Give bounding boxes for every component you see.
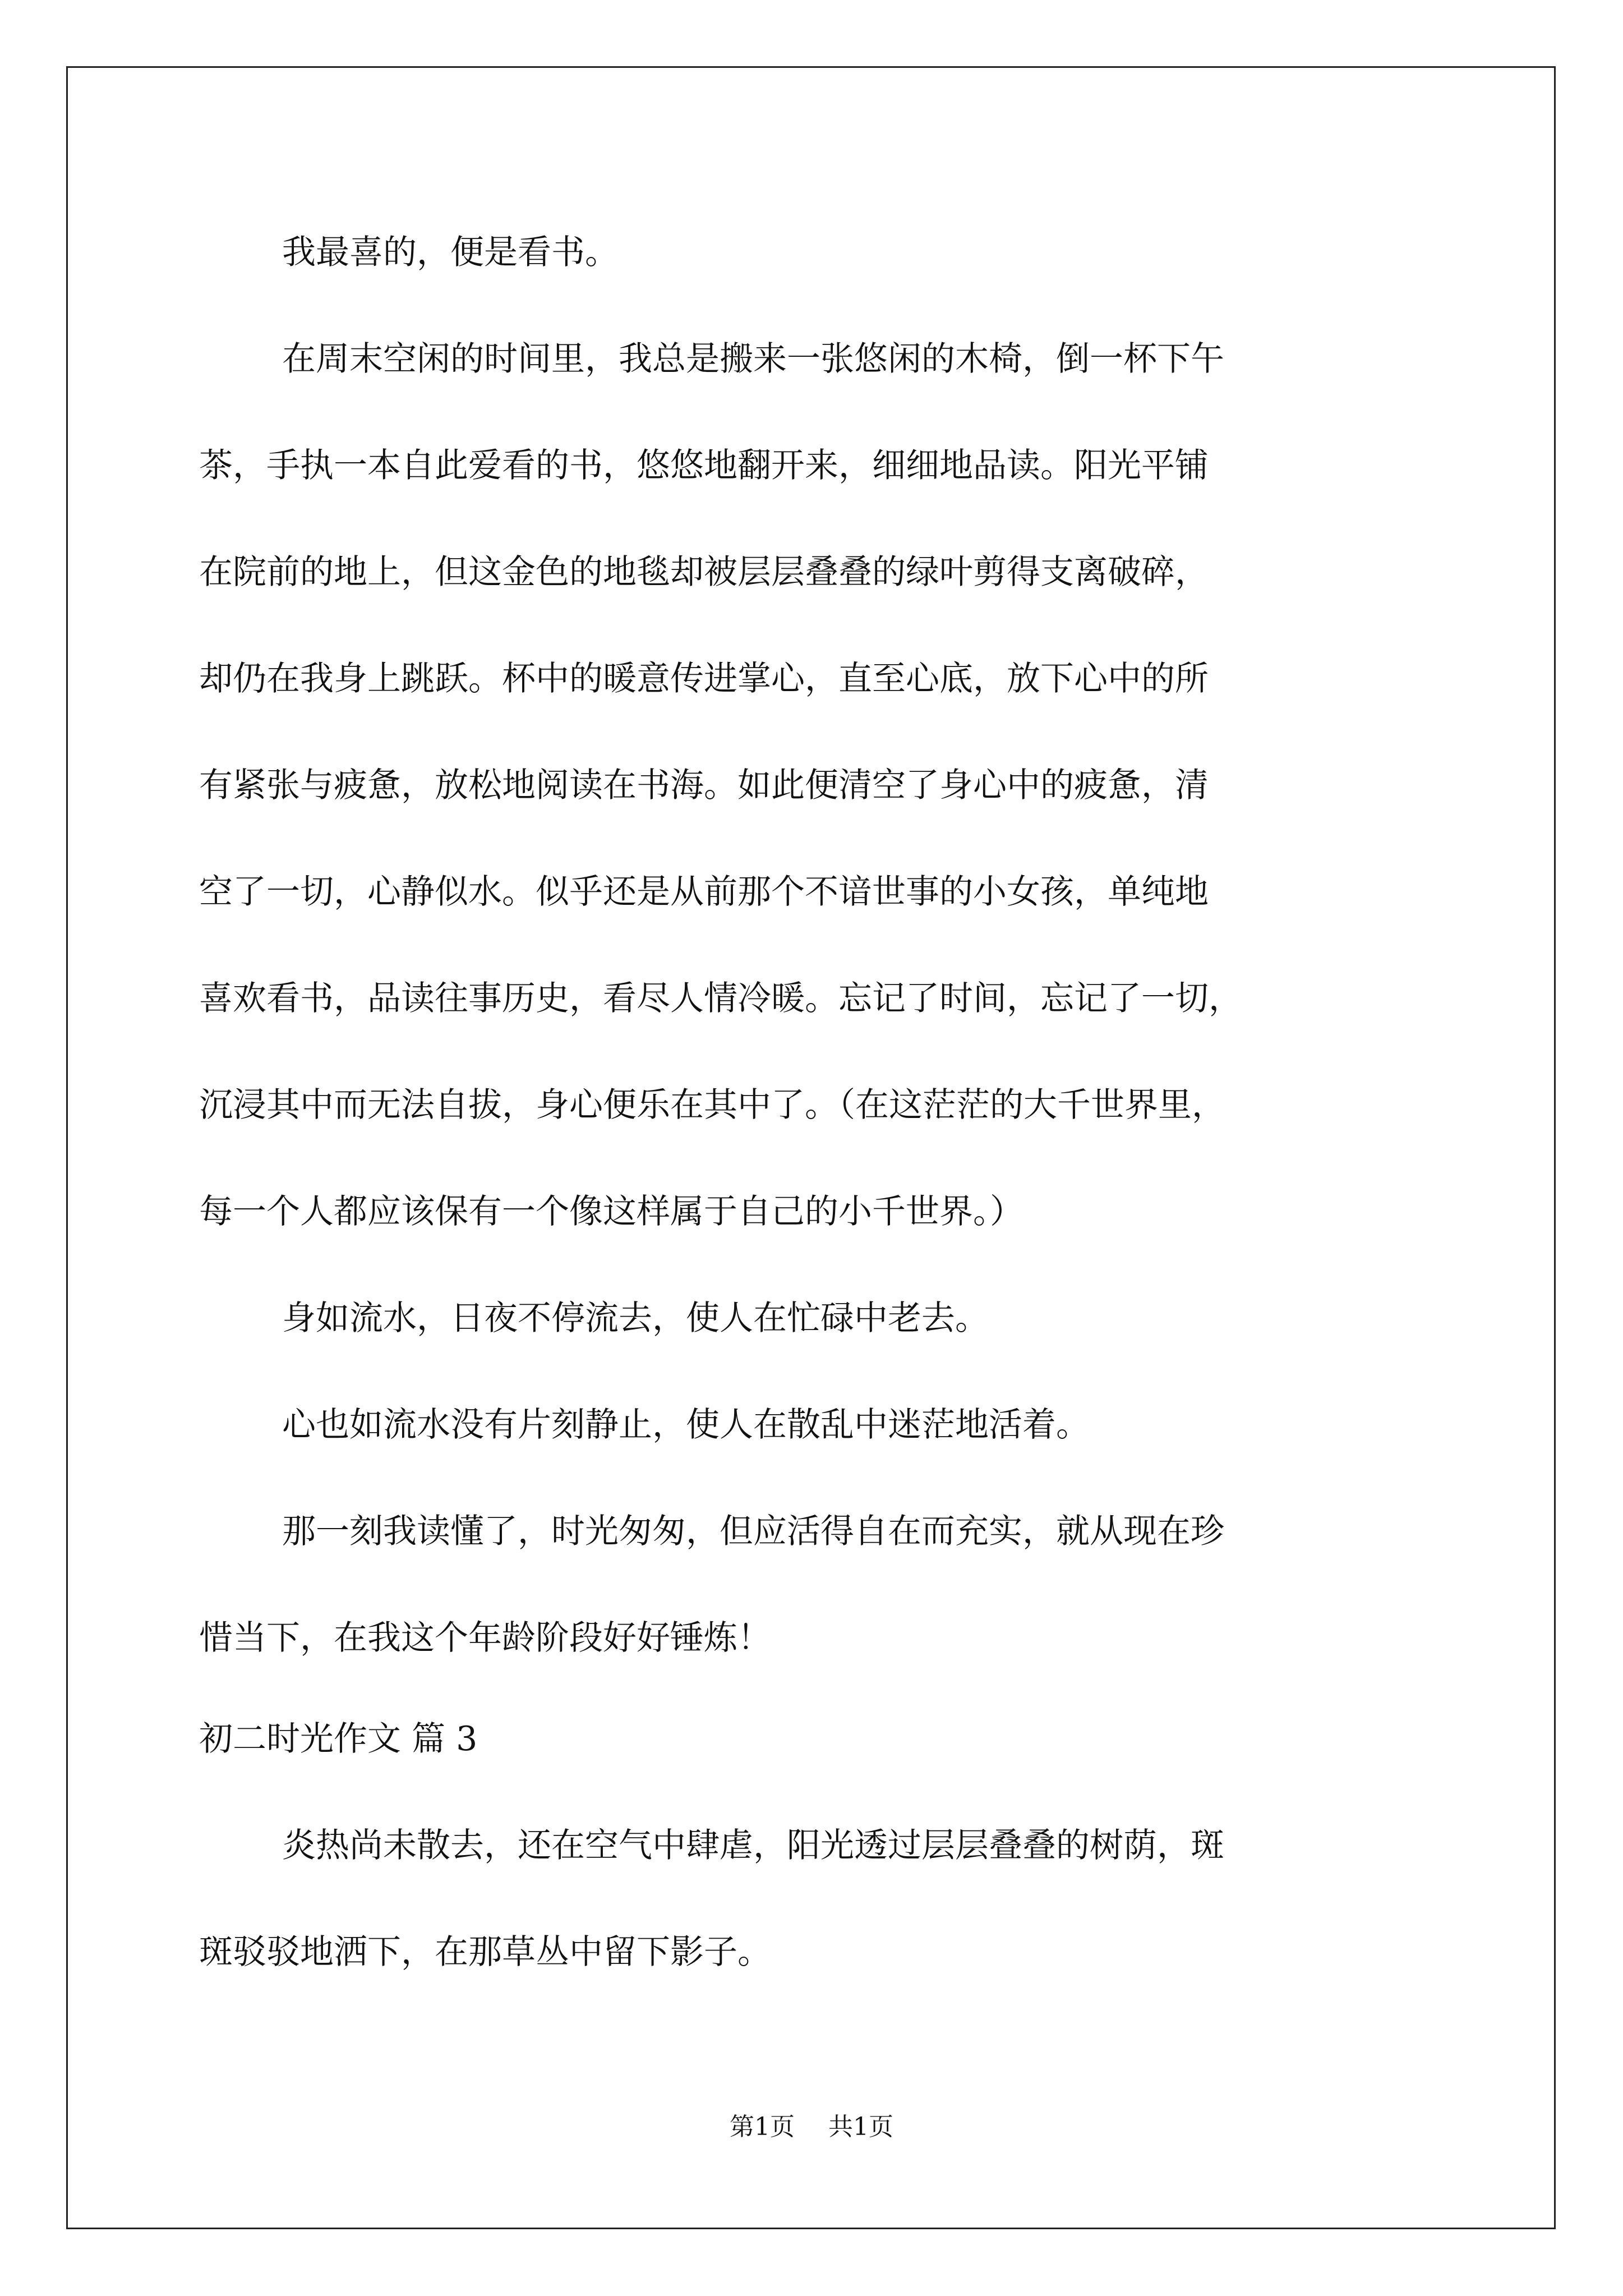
paragraph-line: 心也如流水没有片刻静止，使人在散乱中迷茫地活着。 xyxy=(282,1405,1090,1444)
paragraph-line: 沉浸其中而无法自拔，身心便乐在其中了。（在这茫茫的大千世界里， xyxy=(199,1085,1225,1125)
paragraph-line: 斑驳驳地洒下，在那草丛中留下影子。 xyxy=(199,1932,771,1972)
paragraph-line: 炎热尚未散去，还在空气中肆虐，阳光透过层层叠叠的树荫，斑 xyxy=(282,1826,1224,1865)
paragraph-line: 空了一切，心静似水。似乎还是从前那个不谙世事的小女孩，单纯地 xyxy=(199,872,1209,912)
paragraph-line: 喜欢看书，品读往事历史，看尽人情冷暖。忘记了时间，忘记了一切， xyxy=(199,979,1242,1018)
paragraph-line: 身如流水，日夜不停流去，使人在忙碌中老去。 xyxy=(282,1299,989,1338)
page-border xyxy=(66,66,1556,2229)
paragraph-line: 惜当下，在我这个年龄阶段好好锤炼！ xyxy=(199,1618,771,1658)
paragraph-line: 在院前的地上，但这金色的地毯却被层层叠叠的绿叶剪得支离破碎， xyxy=(199,553,1209,592)
section-heading: 初二时光作文 篇 3 xyxy=(199,1719,478,1759)
paragraph-line: 那一刻我读懂了，时光匆匆，但应活得自在而充实，就从现在珍 xyxy=(282,1512,1224,1551)
page-footer xyxy=(0,2110,1623,2144)
paragraph-line: 在周末空闲的时间里，我总是搬来一张悠闲的木椅，倒一杯下午 xyxy=(282,339,1224,379)
page-number-total: 共1页 xyxy=(828,2113,893,2141)
paragraph-line: 我最喜的，便是看书。 xyxy=(282,233,619,272)
paragraph-line: 有紧张与疲惫，放松地阅读在书海。如此便清空了身心中的疲惫，清 xyxy=(199,766,1209,805)
paragraph-line: 每一个人都应该保有一个像这样属于自己的小千世界。） xyxy=(199,1192,1023,1231)
page-number-current: 第1页 xyxy=(730,2113,795,2141)
paragraph-line: 却仍在我身上跳跃。杯中的暖意传进掌心，直至心底，放下心中的所 xyxy=(199,659,1209,698)
paragraph-line: 茶，手执一本自此爱看的书，悠悠地翻开来，细细地品读。阳光平铺 xyxy=(199,446,1209,485)
